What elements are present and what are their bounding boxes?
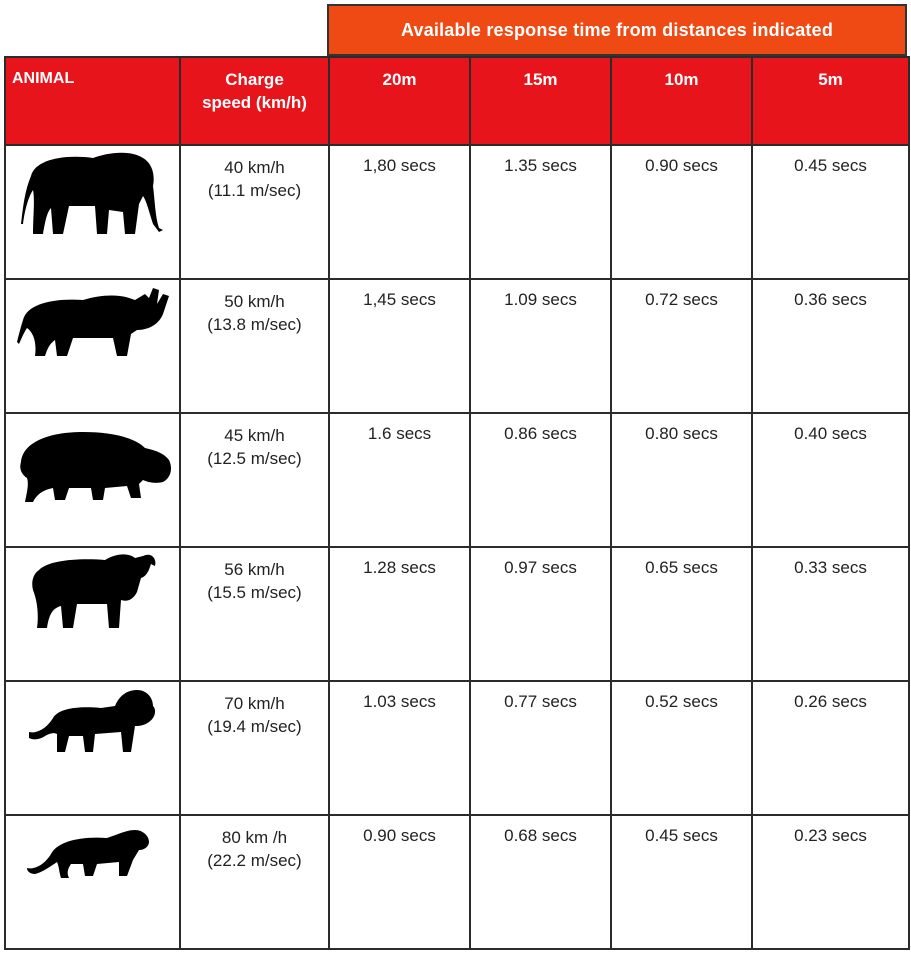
speed-ms: (12.5 m/sec) [207, 449, 302, 468]
speed-cell [180, 815, 329, 949]
animal-cell [5, 547, 180, 681]
table-row [5, 413, 909, 547]
time-5m: 0.23 secs [752, 815, 909, 949]
speed-cell [180, 413, 329, 547]
distance-header-5m: 5m [752, 57, 909, 145]
buffalo-icon [23, 548, 163, 638]
speed-header-line1: Charge [225, 70, 284, 89]
time-20m: 1,80 secs [329, 145, 470, 279]
speed-column-header [180, 57, 329, 145]
time-10m: 0.72 secs [611, 279, 752, 413]
distance-header-15m: 15m [470, 57, 611, 145]
speed-cell [180, 145, 329, 279]
time-5m: 0.40 secs [752, 413, 909, 547]
table-row [5, 815, 909, 949]
lion-icon [23, 682, 163, 762]
time-10m: 0.80 secs [611, 413, 752, 547]
time-5m: 0.36 secs [752, 279, 909, 413]
table-row [5, 145, 909, 279]
speed-ms: (19.4 m/sec) [207, 717, 302, 736]
distance-header-10m: 10m [611, 57, 752, 145]
speed-ms: (11.1 m/sec) [207, 181, 302, 200]
animal-cell [5, 815, 180, 949]
table-row [5, 279, 909, 413]
charge-speed-table [4, 56, 910, 950]
table-row [5, 681, 909, 815]
animal-cell [5, 145, 180, 279]
speed-header-line2: speed (km/h) [202, 93, 307, 112]
animal-cell [5, 279, 180, 413]
rhino-icon [13, 280, 173, 370]
time-20m: 1.03 secs [329, 681, 470, 815]
time-15m: 0.86 secs [470, 413, 611, 547]
time-5m: 0.45 secs [752, 145, 909, 279]
time-10m: 0.65 secs [611, 547, 752, 681]
time-15m: 0.97 secs [470, 547, 611, 681]
speed-kmh: 40 km/h [224, 158, 285, 177]
speed-kmh: 45 km/h [224, 426, 285, 445]
table-row [5, 547, 909, 681]
hippo-icon [13, 414, 173, 514]
time-10m: 0.45 secs [611, 815, 752, 949]
speed-kmh: 56 km/h [224, 560, 285, 579]
time-20m: 1.28 secs [329, 547, 470, 681]
time-20m: 0.90 secs [329, 815, 470, 949]
time-10m: 0.52 secs [611, 681, 752, 815]
speed-cell [180, 279, 329, 413]
time-20m: 1,45 secs [329, 279, 470, 413]
elephant-icon [13, 146, 173, 256]
time-15m: 1.09 secs [470, 279, 611, 413]
speed-ms: (15.5 m/sec) [207, 583, 302, 602]
speed-kmh: 80 km /h [221, 828, 288, 847]
distance-header-20m: 20m [329, 57, 470, 145]
animal-cell [5, 681, 180, 815]
speed-cell [180, 681, 329, 815]
time-5m: 0.26 secs [752, 681, 909, 815]
animal-cell [5, 413, 180, 547]
time-5m: 0.33 secs [752, 547, 909, 681]
speed-ms: (13.8 m/sec) [207, 315, 302, 334]
speed-kmh: 70 km/h [224, 694, 285, 713]
table-header-row [5, 57, 909, 145]
speed-cell [180, 547, 329, 681]
leopard-icon [23, 816, 163, 886]
time-20m: 1.6 secs [329, 413, 470, 547]
speed-ms: (22.2 m/sec) [207, 851, 302, 870]
time-10m: 0.90 secs [611, 145, 752, 279]
animal-column-header: ANIMAL [5, 57, 180, 145]
time-15m: 0.68 secs [470, 815, 611, 949]
speed-kmh: 50 km/h [224, 292, 285, 311]
time-15m: 1.35 secs [470, 145, 611, 279]
time-15m: 0.77 secs [470, 681, 611, 815]
response-time-banner: Available response time from distances indicated [327, 4, 907, 56]
